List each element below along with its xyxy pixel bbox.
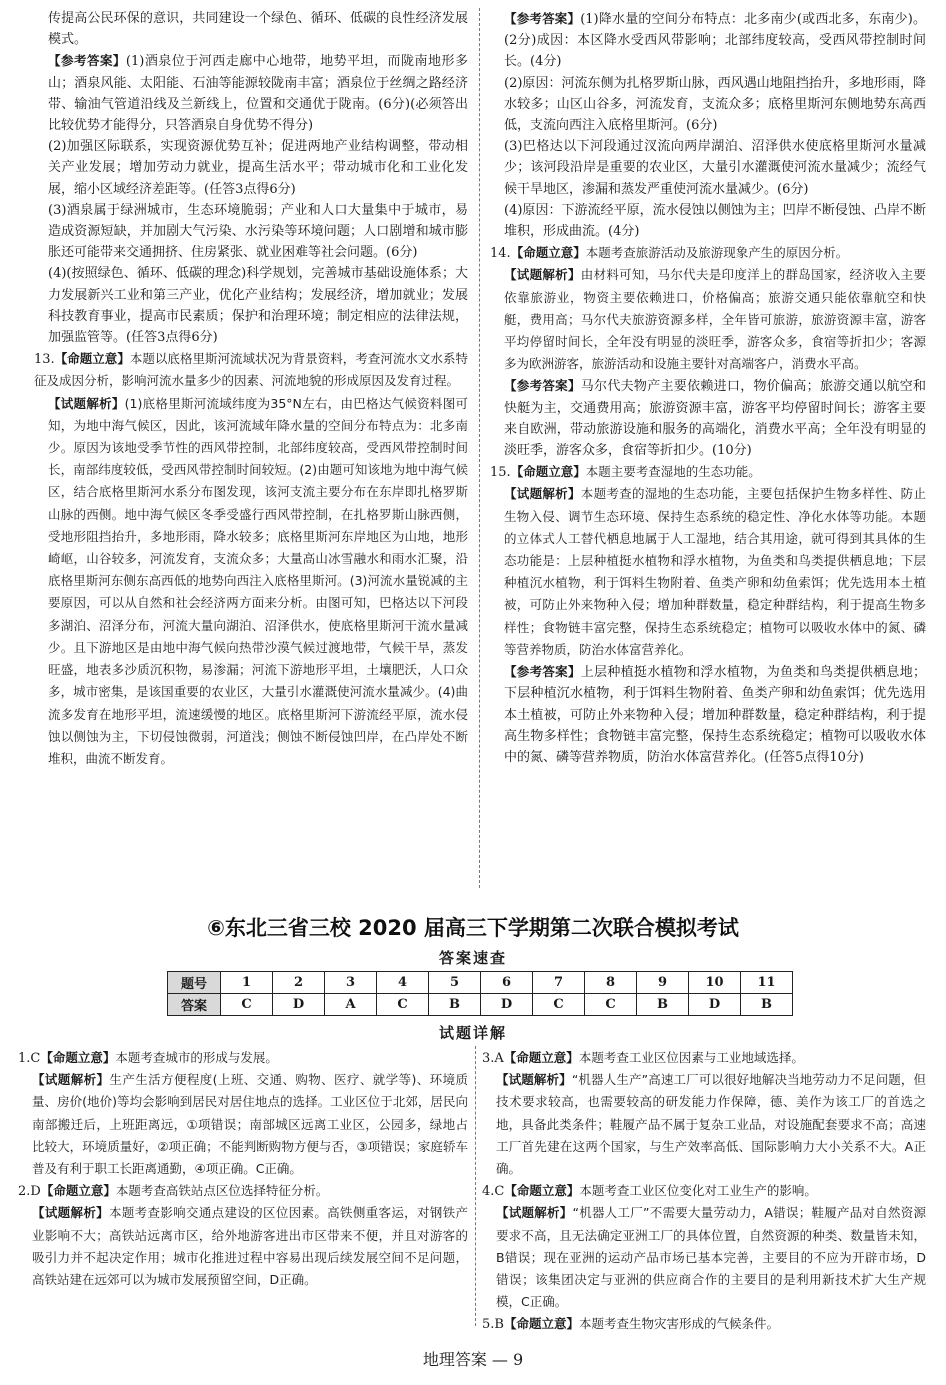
analysis-block (490, 483, 926, 661)
analysis-block (18, 1069, 468, 1180)
question-number: 1.C (18, 1051, 41, 1066)
question-number: 2.D (18, 1184, 41, 1200)
section-label: 【命题立意】 (503, 1316, 579, 1332)
question-item (482, 1180, 926, 1202)
paragraph (490, 200, 926, 242)
question-number: 5.B (482, 1317, 504, 1333)
answer-cell: B (637, 994, 689, 1016)
block-text: 生产生活方便程度(上班、交通、购物、医疗、就学等)、环境质量、房价(地价)等均会影响到居民对居住地点的选择。工业区位于北郊，居民向南部搬迁后，上班距离远，①项错误；南部城区远离工业区，公园多，绿地占比较大，环境质量好，②项正确；不能判断购物方便与否，③项错误；家庭轿车普及有利于职工长距离通勤，④项正确。C正确。 (32, 1072, 468, 1177)
analysis-block (18, 1202, 468, 1291)
question-item (18, 1180, 468, 1202)
table-row-answers (168, 994, 793, 1016)
table-header-number: 题号 (168, 972, 221, 994)
question-intent-text: 本题考查旅游活动及旅游现象产生的原因分析。 (585, 245, 849, 261)
answer-cell: D (481, 994, 533, 1016)
detail-title: 试题详解 (438, 1024, 507, 1042)
paragraph (34, 200, 468, 264)
block-text: (1)降水量的空间分布特点：北多南少(或西北多，东南少)。(2分)成因：本区降水受西风带影响；北部纬度较高，受西风带控制时间长。(4分) (504, 12, 926, 70)
answer-block (490, 8, 926, 73)
right-column-bottom (482, 1047, 926, 1336)
question-number-cell: 9 (637, 972, 689, 994)
section-label: 【试题解析】 (48, 395, 125, 411)
left-column-bottom (18, 1047, 468, 1291)
answer-cell: C (221, 994, 273, 1016)
section-label: 【命题立意】 (504, 1183, 580, 1199)
question-intent-text: 本题考查工业区位变化对工业生产的影响。 (579, 1183, 817, 1199)
paragraph-text: (3)巴格达以下河段通过汊流向两岸湖泊、沼泽供水使底格里斯河水量减少；该河段沿岸是重要的农业区，大量引水灌溉使河流水量减少；流经气候干旱地区，渗漏和蒸发严重使河流水量减少。(6分) (504, 139, 926, 197)
section-label: 【命题立意】 (503, 1050, 579, 1065)
question-number-cell: 10 (689, 972, 741, 994)
section-label: 【试题解析】 (504, 486, 581, 502)
section-label: 【命题立意】 (510, 464, 586, 480)
question-number: 4.C (482, 1184, 505, 1200)
question-item (482, 1313, 926, 1335)
answer-cell: B (429, 994, 481, 1016)
page-footer: 地理答案 — 9 (422, 1350, 524, 1369)
block-text: 本题考查影响交通点建设的区位因素。高铁侧重客运，对钢铁产业影响不大；高铁站远离市区，给外地游客进出市区带来不便，并且对游客的吸引力并不起决定作用；城市化推进过程中容易出现后续发展空间不足问题，高铁站建在远郊可以为城市发展预留空间，D正确。 (32, 1205, 468, 1288)
paragraph-text: (3)酒泉属于绿洲城市，生态环境脆弱；产业和人口大量集中于城市，易造成资源短缺，并加剧大气污染、水污染等环境问题；人口剧增和城市膨胀还可能带来交通拥挤、住房紧张、就业困难等社会问题。(6分) (48, 202, 468, 261)
section-label: 【命题立意】 (510, 245, 586, 261)
paragraph-text: 传提高公民环保的意识，共同建设一个绿色、循环、低碳的良性经济发展模式。 (48, 11, 468, 48)
question-number-cell: 1 (221, 972, 273, 994)
paragraph-text: (2)加强区际联系，实现资源优势互补；促进两地产业结构调整，带动相关产业发展；增加劳动力就业，提高生活水平；带动城市化和工业化发展，缩小区域经济差距等。(任答3点得6分) (48, 139, 468, 197)
question-number-cell: 5 (429, 972, 481, 994)
analysis-block (34, 393, 468, 770)
question-intent-text: 本题考查工业区位因素与工业地域选择。 (578, 1050, 804, 1065)
section-label: 【试题解析】 (496, 1072, 572, 1088)
block-text: (1)底格里斯河流域纬度为35°N左右，由巴格达气候资料图可知，为地中海气候区，因此，该河流域年降水量的空间分布特点为：北多南少。原因为该地受季节性的西风带控制，北部纬度较高，受西风带控制时间长，南部纬度较低，受西风带控制时间较短。(2)由题可知该地为地中海气候区，结合底格里斯河水系分布图发现，该河支流主要分布在东岸即扎格罗斯山脉的西侧。地中海气候区冬季受盛行西风带控制，在扎格罗斯山脉西侧，受地形阻挡抬升，多地形雨，降水较多；底格里斯河东岸地区为山地，地形崎岖，山谷较多，河流发育，支流众多；大量高山冰雪融水和雨水汇聚，沿底格里斯河东侧东高西低的地势向西注入底格里斯河。(3)河流水量锐减的主要原因，可以从自然和社会经济两方面来分析。由图可知，巴格达以下河段多湖泊、沼泽分布，河流大量向湖泊、沼泽供水，使底格里斯河干流水量减少。且下游地区是由地中海气候向热带沙漠气候过渡地带，气候干旱，蒸发旺盛，地表多沙质沉积物，易渗漏；河流下游地形平坦，土壤肥沃，人口众多，城市密集，是该国重要的农业区，大量引水灌溉使河流水量减少。(4)曲流多发育在地形平坦，流速缓慢的地区。底格里斯河下游流经平原，流水侵蚀以侧蚀为主，下切侵蚀微弱，河道浅；侧蚀不断侵蚀凹岸，在凸岸处不断堆积，曲流不断发育。 (48, 395, 468, 766)
section-label: 【命题立意】 (40, 1050, 116, 1065)
answer-block (34, 50, 468, 136)
column-divider (479, 8, 480, 888)
answer-cell: D (273, 994, 325, 1016)
paragraph-text: (4)(按照绿色、循环、低碳的理念)科学规划，完善城市基础设施体系；大力发展新兴工业和第三产业，优化产业结构；发展经济，增加就业；发展科技教育事业，提高市民素质；保护和治理环境；制定相应的法律法规，加强监管等。(任答3点得6分) (48, 266, 468, 346)
answer-block (490, 661, 926, 768)
block-text: (1)酒泉位于河西走廊中心地带，地势平坦，而陇南地形多山；酒泉风能、太阳能、石油等能源较陇南丰富；酒泉位于丝绸之路经济带、输油气管道沿线及兰新线上，位置和交通优于陇南。(6分)(必须答出比较优势才能得分，只答酒泉自身优势不得分) (48, 54, 468, 134)
question-number: 15. (490, 465, 511, 481)
section-label: 【命题立意】 (54, 351, 130, 367)
question-number-cell: 3 (325, 972, 377, 994)
answer-cell: D (689, 994, 741, 1016)
analysis-block (482, 1202, 926, 1313)
section-label: 【试题解析】 (32, 1072, 110, 1088)
block-text: “机器人生产”高速工厂可以很好地解决当地劳动力不足问题，但技术要求较高，也需要较高的研发能力作保障，德、美作为该工厂的首选之地，具备此类条件；鞋履产品不属于复杂工业品，对设施配套要求不高；高速工厂首先建在这两个国家，与生产效率高低、国际影响力大小关系不大。A正确。 (496, 1072, 926, 1177)
answer-block (490, 375, 926, 461)
question-intent-text: 本题考查城市的形成与发展。 (115, 1050, 278, 1065)
question-intent-text: 本题考查生物灾害形成的气候条件。 (578, 1316, 779, 1332)
block-text: 由材料可知，马尔代夫是印度洋上的群岛国家，经济收入主要依靠旅游业，物资主要依赖进口，价格偏高；旅游交通只能依靠航空和快艇，费用高；马尔代夫旅游资源多样，全年皆可旅游，旅游资源丰富，游客平均停留时间长，全年没有明显的淡旺季，游客众多，食宿等折扣少；客源多为欧洲游客，旅游活动和设施主要针对高端客户，消费水平高。 (504, 267, 926, 372)
paragraph (34, 136, 468, 200)
paragraph (34, 263, 468, 348)
analysis-block (482, 1069, 926, 1180)
question-number: 13. (34, 352, 55, 368)
question-intent-text: 本题以底格里斯河流域状况为背景资料，考查河流水文水系特征及成因分析，影响河流水量多少的因素、河流地貌的形成原因及发育过程。 (34, 351, 468, 389)
question-item (18, 1047, 468, 1069)
question-intent-text: 本题主要考查湿地的生态功能。 (585, 464, 761, 480)
block-text: 上层种植挺水植物和浮水植物，为鱼类和鸟类提供栖息地；下层种植沉水植物，利于饵料生物附着、鱼类产卵和幼鱼索饵；优先选用本土植被，可防止外来物种入侵；增加种群数量，稳定种群结构，利于提高生物多样性；食物链丰富完整，保持生态系统稳定；植物可以吸收水体中的氮、磷等营养物质，防治水体富营养化。(任答5点得10分) (504, 665, 926, 765)
section-label: 【参考答案】 (504, 664, 581, 680)
section-label: 【参考答案】 (48, 53, 126, 69)
section-label: 【参考答案】 (504, 11, 581, 26)
section-label: 【参考答案】 (504, 378, 581, 394)
paragraph-text: (4)原因：下游流经平原，流水侵蚀以侧蚀为主；凹岸不断侵蚀、凸岸不断堆积，形成曲流。(4分) (504, 202, 926, 240)
question-number-cell: 2 (273, 972, 325, 994)
paragraph-text: (2)原因：河流东侧为扎格罗斯山脉，西风遇山地阻挡抬升，多地形雨，降水较多；山区山谷多，河流发育，支流众多；底格里斯河东侧地势东高西低，支流向西注入底格里斯河。(6分) (504, 75, 926, 134)
question-item (482, 1047, 926, 1069)
table-header-answer: 答案 (168, 994, 221, 1016)
table-row-numbers (168, 972, 793, 994)
answer-cell: A (325, 994, 377, 1016)
section-label: 【命题立意】 (40, 1183, 116, 1199)
block-text: “机器人工厂”不需要大量劳动力，A错误；鞋履产品对自然资源要求不高，且无法确定亚洲工厂的具体位置，自然资源的种类、数量皆未知，B错误；现在亚洲的运动产品市场已基本完善，主要目的不应为开辟市场，D错误；该集团决定与亚洲的供应商合作的主要目的是利用新技术扩大生产规模，C正确。 (496, 1205, 926, 1310)
question-item (34, 348, 468, 392)
question-number-cell: 7 (533, 972, 585, 994)
analysis-block (490, 264, 926, 375)
question-number-cell: 6 (481, 972, 533, 994)
quick-answer-title: 答案速查 (438, 949, 507, 967)
answer-cell: B (741, 994, 793, 1016)
section-label: 【试题解析】 (504, 267, 581, 283)
answer-table (167, 971, 793, 1016)
question-intent-text: 本题考查高铁站点区位选择特征分析。 (115, 1183, 329, 1199)
paragraph (34, 8, 468, 50)
question-item (490, 242, 926, 264)
block-text: 马尔代夫物产主要依赖进口，物价偏高；旅游交通以航空和快艇为主，交通费用高；旅游资源丰富，游客平均停留时间长；游客主要来自欧洲，带动旅游设施和服务的高端化，消费水平高；全年没有明显的淡旺季，游客众多，食宿等折扣少。(10分) (504, 379, 926, 459)
answer-cell: C (377, 994, 429, 1016)
question-number-cell: 11 (741, 972, 793, 994)
left-column-top (34, 8, 468, 770)
paragraph (490, 136, 926, 200)
answer-cell: C (585, 994, 637, 1016)
block-text: 本题考查的湿地的生态功能，主要包括保护生物多样性、防止生物入侵、调节生态环境、保持生态系统的稳定性、净化水体等功能。本题的立体式人工替代栖息地属于人工湿地，结合其用途，就可得到其具体的生态功能是：上层种植挺水植物和浮水植物，为鱼类和鸟类提供栖息地；下层种植沉水植物，利于饵料生物附着、鱼类产卵和幼鱼索饵；优先选用本土植被，可防止外来物种入侵；增加种群数量，稳定种群结构，利于提高生物多样性；食物链丰富完整，保持生态系统稳定；植物可以吸收水体中的氮、磷等营养物质，防治水体富营养化。 (504, 486, 926, 657)
section-label: 【试题解析】 (496, 1205, 573, 1221)
section-label: 【试题解析】 (32, 1205, 109, 1221)
exam-title: ⑥东北三省三校 2020 届高三下学期第二次联合模拟考试 (207, 916, 739, 940)
question-item (490, 461, 926, 483)
paragraph (490, 73, 926, 137)
question-number: 3.A (482, 1051, 504, 1066)
question-number-cell: 4 (377, 972, 429, 994)
column-divider-bottom (475, 1046, 476, 1326)
question-number-cell: 8 (585, 972, 637, 994)
answer-cell: C (533, 994, 585, 1016)
right-column-top (490, 8, 926, 768)
question-number: 14. (490, 246, 511, 262)
